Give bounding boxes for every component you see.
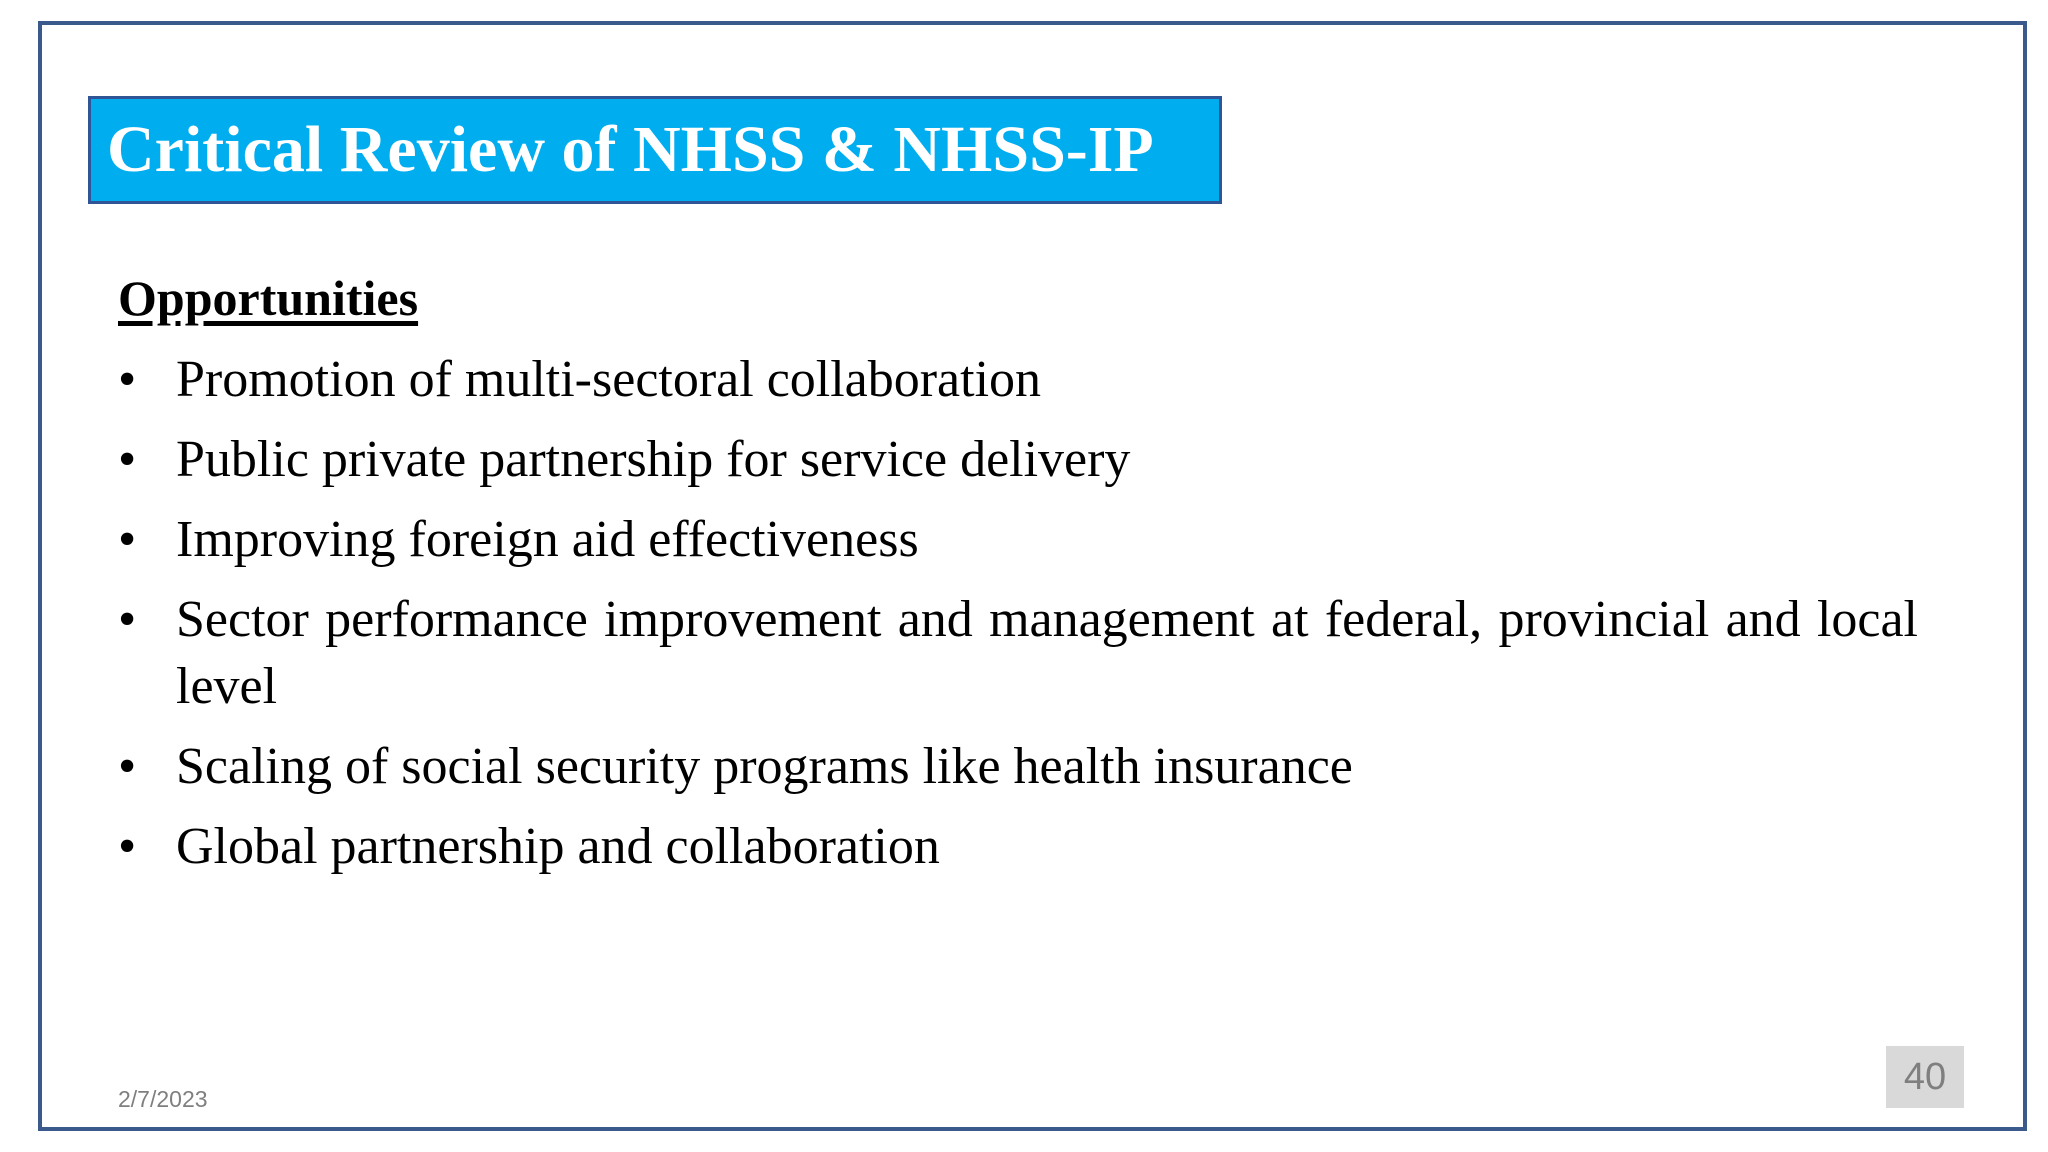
slide-title: Critical Review of NHSS & NHSS-IP — [107, 113, 1154, 186]
bullet-dot: • — [118, 738, 137, 795]
bullet-item — [118, 506, 1918, 573]
page-number: 40 — [1903, 1055, 1947, 1098]
bullet-text: Improving foreign aid effectiveness — [176, 511, 919, 568]
bullet-dot: • — [118, 511, 137, 568]
bullet-dot: • — [118, 431, 137, 488]
bullet-list — [118, 346, 1918, 893]
bullet-text: Global partnership and collaboration — [176, 818, 940, 875]
bullet-text: Promotion of multi-sectoral collaboration — [176, 351, 1042, 408]
section-heading: Opportunities — [118, 270, 419, 326]
bullet-text: Scaling of social security programs like health insurance — [176, 738, 1353, 795]
bullet-item — [118, 426, 1918, 493]
bullet-dot: • — [118, 591, 137, 648]
bullet-item — [118, 813, 1918, 880]
bullet-dot: • — [118, 818, 137, 875]
bullet-item — [118, 346, 1918, 413]
bullet-text: Public private partnership for service delivery — [176, 431, 1131, 488]
slide-date: 2/7/2023 — [118, 1086, 208, 1112]
bullet-item — [118, 733, 1918, 800]
bullet-dot: • — [118, 351, 137, 408]
bullet-item — [118, 586, 1918, 720]
title-banner — [88, 96, 1222, 204]
page-number-badge — [1886, 1046, 1964, 1108]
bullet-text: Sector performance improvement and management at federal, provincial and local level — [176, 591, 1918, 715]
